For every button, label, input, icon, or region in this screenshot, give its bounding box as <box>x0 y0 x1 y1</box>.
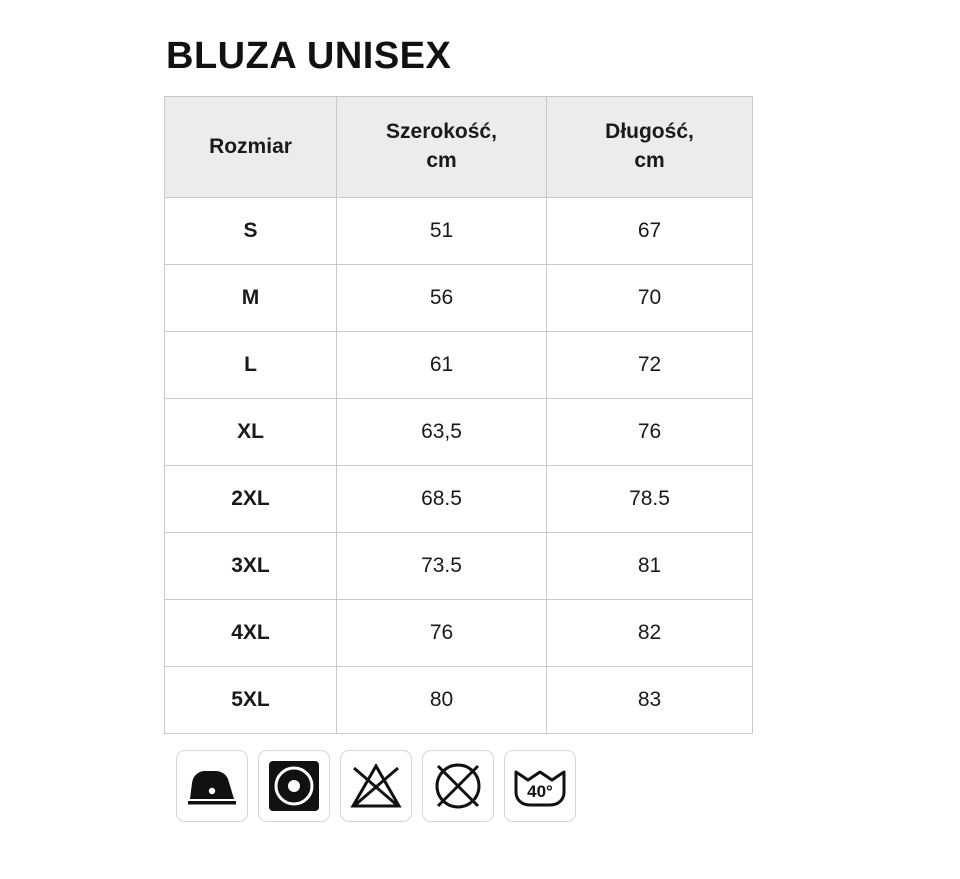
table-body <box>165 197 753 733</box>
size-chart-container <box>164 36 804 822</box>
cell-width: 63,5 <box>337 398 547 465</box>
table-row <box>165 331 753 398</box>
cell-length: 82 <box>547 599 753 666</box>
table-row <box>165 465 753 532</box>
wash-40-degrees-icon <box>504 750 576 822</box>
do-not-bleach-icon <box>340 750 412 822</box>
cell-length: 83 <box>547 666 753 733</box>
table-row <box>165 197 753 264</box>
cell-size: L <box>165 331 337 398</box>
column-header-size <box>165 96 337 197</box>
cell-size: 4XL <box>165 599 337 666</box>
cell-size: XL <box>165 398 337 465</box>
cell-length: 67 <box>547 197 753 264</box>
table-row <box>165 532 753 599</box>
tumble-dry-icon <box>258 750 330 822</box>
cell-length: 78.5 <box>547 465 753 532</box>
cell-size: 2XL <box>165 465 337 532</box>
column-header-width-line2: cm <box>426 148 457 172</box>
cell-length: 76 <box>547 398 753 465</box>
cell-size: S <box>165 197 337 264</box>
iron-low-heat-icon <box>176 750 248 822</box>
cell-width: 51 <box>337 197 547 264</box>
cell-size: 5XL <box>165 666 337 733</box>
column-header-length <box>547 96 753 197</box>
column-header-width <box>337 96 547 197</box>
table-row <box>165 264 753 331</box>
table-row <box>165 398 753 465</box>
size-table <box>164 96 753 734</box>
table-header <box>165 96 753 197</box>
page-title: BLUZA UNISEX <box>166 35 452 77</box>
column-header-length-line1: Długość, <box>605 120 694 144</box>
cell-length: 70 <box>547 264 753 331</box>
care-instructions-row <box>176 750 804 822</box>
table-row <box>165 666 753 733</box>
table-header-row <box>165 96 753 197</box>
wash-temperature-label: 40° <box>527 781 553 801</box>
table-row <box>165 599 753 666</box>
column-header-size-line1: Rozmiar <box>209 134 292 158</box>
cell-width: 56 <box>337 264 547 331</box>
column-header-width-line1: Szerokość, <box>386 120 497 144</box>
cell-width: 73.5 <box>337 532 547 599</box>
cell-width: 76 <box>337 599 547 666</box>
cell-length: 81 <box>547 532 753 599</box>
cell-size: 3XL <box>165 532 337 599</box>
cell-width: 80 <box>337 666 547 733</box>
cell-width: 68.5 <box>337 465 547 532</box>
cell-width: 61 <box>337 331 547 398</box>
column-header-length-line2: cm <box>634 148 665 172</box>
cell-size: M <box>165 264 337 331</box>
cell-length: 72 <box>547 331 753 398</box>
do-not-dry-clean-icon <box>422 750 494 822</box>
